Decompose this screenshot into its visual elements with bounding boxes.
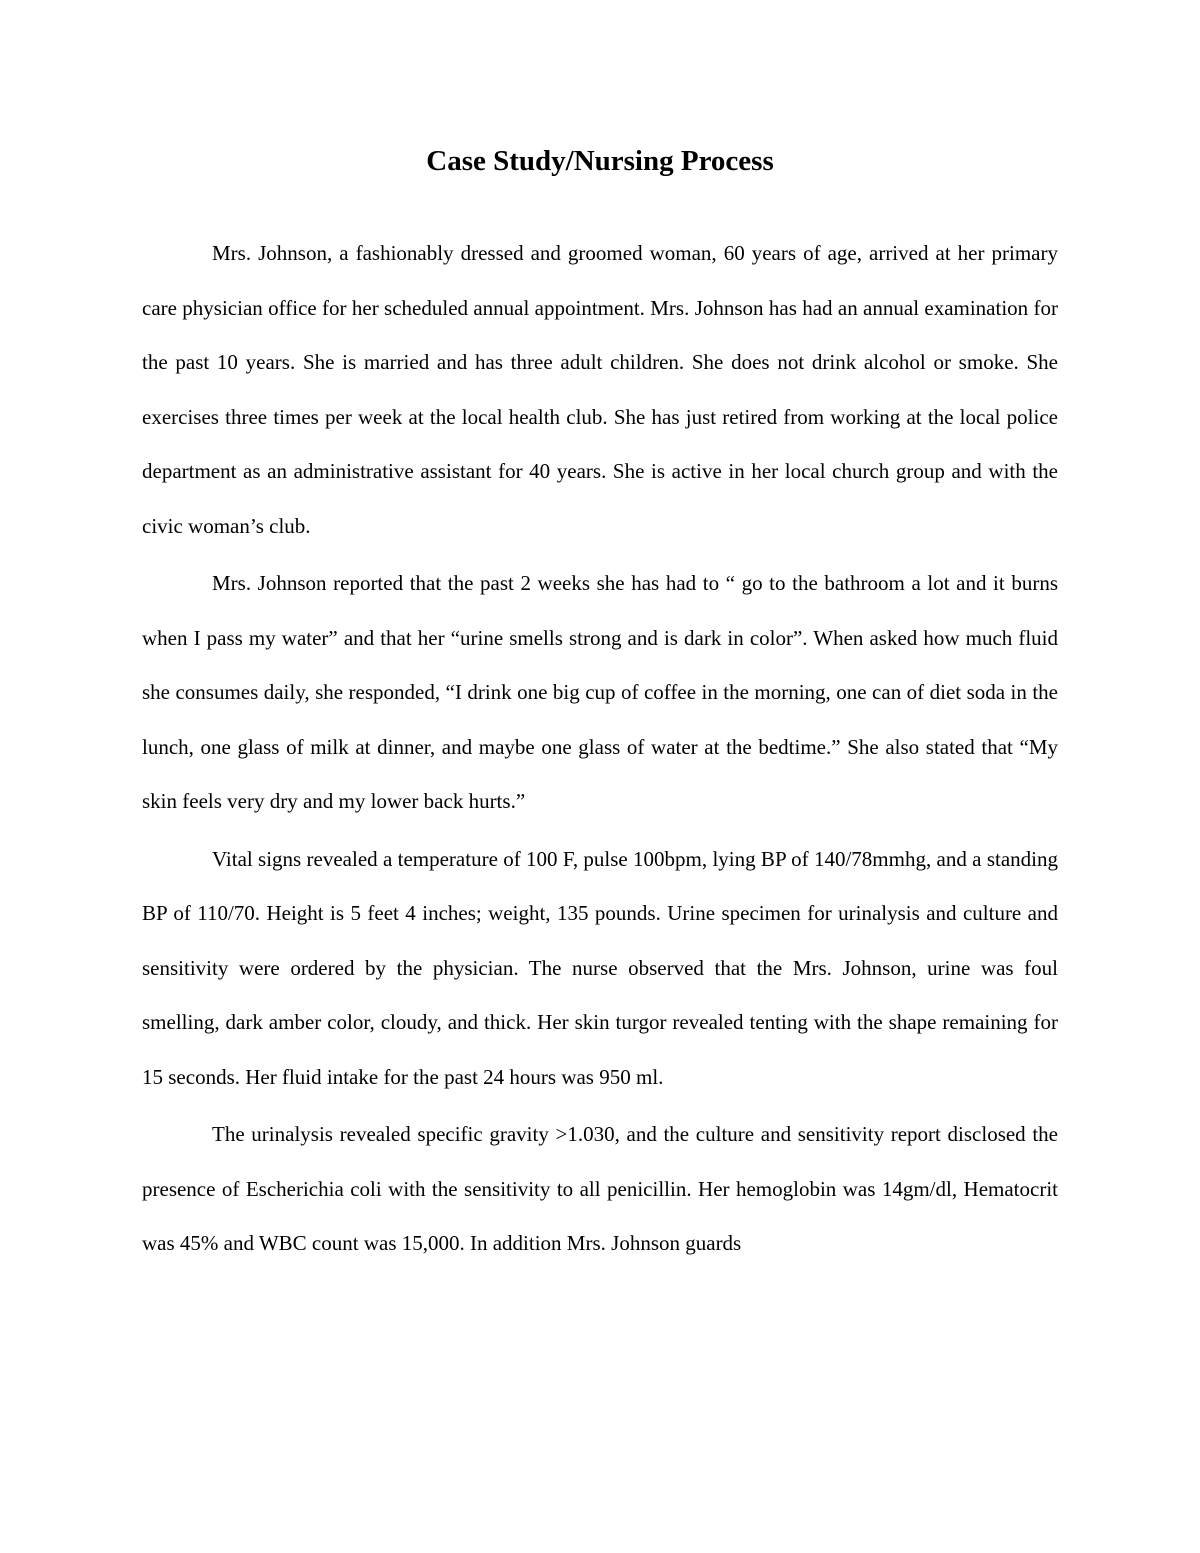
paragraph-patient-background: Mrs. Johnson, a fashionably dressed and groomed woman, 60 years of age, arrived at her primary care physician office for her scheduled annual appointment. Mrs. Johnson has had an annual examination for the past 10 years. She is married and has three adult children. She does not drink alcohol or smoke. She exercises three times per week at the local health club. She has just retired from working at the local police department as an administrative assistant for 40 years. She is active in her local church group and with the civic woman’s club. — [142, 241, 1058, 538]
document-body — [142, 226, 1058, 1274]
paragraph-reported-symptoms: Mrs. Johnson reported that the past 2 weeks she has had to “ go to the bathroom a lot and it burns when I pass my water” and that her “urine smells strong and is dark in color”. When asked how much fluid she consumes daily, she responded, “I drink one big cup of coffee in the morning, one can of diet soda in the lunch, one glass of milk at dinner, and maybe one glass of water at the bedtime.” She also stated that “My skin feels very dry and my lower back hurts.” — [142, 571, 1058, 813]
paragraph-lab-results: The urinalysis revealed specific gravity >1.030, and the culture and sensitivity report disclosed the presence of Escherichia coli with the sensitivity to all penicillin. Her hemoglobin was 14gm/dl, Hematocrit was 45% and WBC count was 15,000. In addition Mrs. Johnson guards — [142, 1122, 1058, 1255]
paragraph-vital-signs: Vital signs revealed a temperature of 100 F, pulse 100bpm, lying BP of 140/78mmhg, and a standing BP of 110/70. Height is 5 feet 4 inches; weight, 135 pounds. Urine specimen for urinalysis and culture and sensitivity were ordered by the physician. The nurse observed that the Mrs. Johnson, urine was foul smelling, dark amber color, cloudy, and thick. Her skin turgor revealed tenting with the shape remaining for 15 seconds. Her fluid intake for the past 24 hours was 950 ml. — [142, 846, 1058, 1089]
document-title: Case Study/Nursing Process — [426, 145, 774, 177]
